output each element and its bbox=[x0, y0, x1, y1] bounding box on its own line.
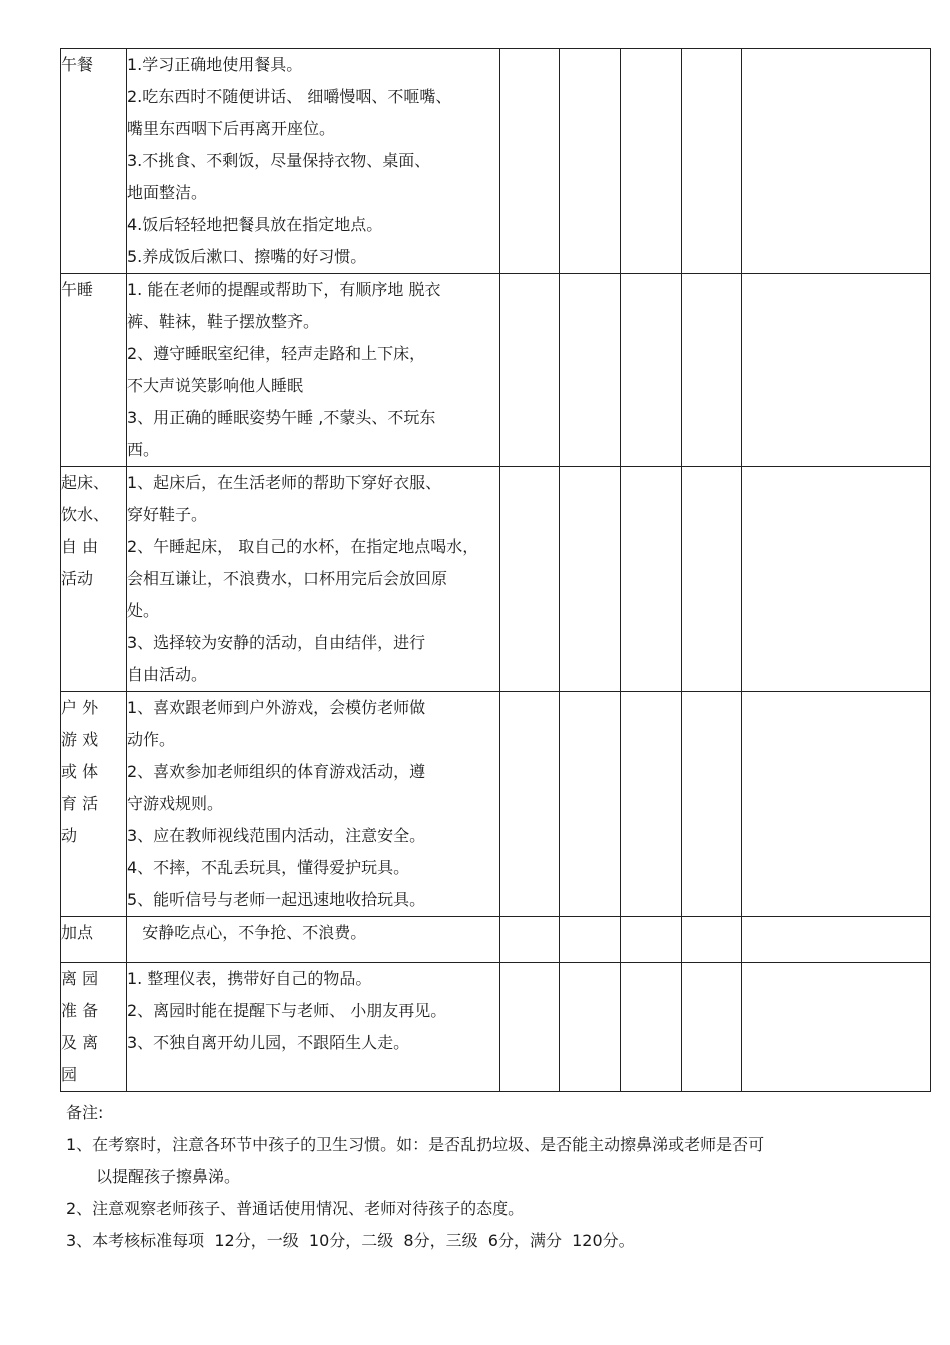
table-row-outdoor bbox=[61, 692, 931, 917]
score-cell[interactable] bbox=[560, 692, 621, 917]
score-cell[interactable] bbox=[621, 692, 682, 917]
category-cell bbox=[61, 467, 127, 692]
remarks-cell[interactable] bbox=[742, 692, 931, 917]
requirement-line: 不大声说笑影响他人睡眠 bbox=[127, 376, 304, 395]
requirement-line: 2.吃东西时不随便讲话、 细嚼慢咽、不咂嘴、 bbox=[127, 87, 452, 106]
remarks-cell[interactable] bbox=[742, 963, 931, 1092]
score-cell[interactable] bbox=[500, 274, 560, 467]
category-cell bbox=[61, 49, 127, 274]
table-row-nap bbox=[61, 274, 931, 467]
requirements-cell bbox=[127, 963, 500, 1092]
score-cell[interactable] bbox=[682, 692, 742, 917]
score-cell[interactable] bbox=[682, 467, 742, 692]
table-body bbox=[61, 49, 931, 1092]
category-cell bbox=[61, 917, 127, 963]
category-label: 园 bbox=[61, 1065, 78, 1084]
evaluation-table bbox=[60, 48, 931, 1092]
category-cell bbox=[61, 274, 127, 467]
requirement-line: 守游戏规则。 bbox=[127, 794, 224, 813]
requirement-line: 5.养成饭后漱口、擦嘴的好习惯。 bbox=[127, 247, 367, 266]
requirements-cell bbox=[127, 274, 500, 467]
remarks-cell[interactable] bbox=[742, 917, 931, 963]
requirements-cell bbox=[127, 467, 500, 692]
category-label: 或 体 bbox=[61, 762, 99, 781]
category-label: 离 园 bbox=[61, 969, 99, 988]
requirement-line: 会相互谦让，不浪费水，口杯用完后会放回原 bbox=[127, 569, 448, 588]
requirement-line: 嘴里东西咽下后再离开座位。 bbox=[127, 119, 336, 138]
score-cell[interactable] bbox=[682, 49, 742, 274]
score-cell[interactable] bbox=[560, 917, 621, 963]
table-row-departure bbox=[61, 963, 931, 1092]
category-label: 饮水、 bbox=[61, 505, 110, 524]
requirement-line: 2、午睡起床， 取自己的水杯，在指定地点喝水， bbox=[127, 537, 479, 556]
score-cell[interactable] bbox=[500, 963, 560, 1092]
remarks-cell[interactable] bbox=[742, 49, 931, 274]
requirement-line: 裤、鞋袜，鞋子摆放整齐。 bbox=[127, 312, 320, 331]
note-item: 2、注意观察老师孩子、普通话使用情况、老师对待孩子的态度。 bbox=[66, 1199, 525, 1218]
score-cell[interactable] bbox=[500, 692, 560, 917]
score-cell[interactable] bbox=[621, 274, 682, 467]
category-label: 加点 bbox=[61, 923, 94, 942]
category-label: 午餐 bbox=[61, 55, 94, 74]
category-label: 动 bbox=[61, 826, 78, 845]
remarks-cell[interactable] bbox=[742, 274, 931, 467]
requirement-line: 4、不摔，不乱丢玩具，懂得爱护玩具。 bbox=[127, 858, 410, 877]
requirement-line: 3.不挑食、不剩饭，尽量保持衣物、桌面、 bbox=[127, 151, 431, 170]
note-item: 1、在考察时，注意各环节中孩子的卫生习惯。如：是否乱扔垃圾、是否能主动擦鼻涕或老师是否可 bbox=[66, 1135, 765, 1154]
category-label: 准 备 bbox=[61, 1001, 99, 1020]
score-cell[interactable] bbox=[560, 49, 621, 274]
requirement-line: 1. 能在老师的提醒或帮助下，有顺序地 脱衣 bbox=[127, 280, 441, 299]
category-label: 及 离 bbox=[61, 1033, 99, 1052]
score-cell[interactable] bbox=[500, 917, 560, 963]
requirement-line: 动作。 bbox=[127, 730, 176, 749]
score-cell[interactable] bbox=[621, 963, 682, 1092]
requirement-line: 地面整洁。 bbox=[127, 183, 208, 202]
requirement-line: 3、用正确的睡眠姿势午睡 ,不蒙头、不玩东 bbox=[127, 408, 436, 427]
note-item-continuation: 以提醒孩子擦鼻涕。 bbox=[96, 1167, 241, 1186]
requirement-line: 西。 bbox=[127, 440, 160, 459]
category-label: 自 由 bbox=[61, 537, 99, 556]
category-label: 起床、 bbox=[61, 473, 110, 492]
requirement-line: 4.饭后轻轻地把餐具放在指定地点。 bbox=[127, 215, 383, 234]
category-cell bbox=[61, 963, 127, 1092]
requirement-line: 2、喜欢参加老师组织的体育游戏活动，遵 bbox=[127, 762, 426, 781]
requirement-line: 1.学习正确地使用餐具。 bbox=[127, 55, 303, 74]
requirements-cell bbox=[127, 49, 500, 274]
requirement-line: 3、选择较为安静的活动，自由结伴，进行 bbox=[127, 633, 426, 652]
requirement-line: 3、应在教师视线范围内活动，注意安全。 bbox=[127, 826, 426, 845]
score-cell[interactable] bbox=[560, 467, 621, 692]
score-cell[interactable] bbox=[682, 274, 742, 467]
notes-title: 备注: bbox=[66, 1103, 104, 1122]
category-label: 户 外 bbox=[61, 698, 99, 717]
score-cell[interactable] bbox=[621, 49, 682, 274]
evaluation-table-container bbox=[60, 48, 930, 1092]
category-cell bbox=[61, 692, 127, 917]
requirements-cell bbox=[127, 917, 500, 963]
requirement-line: 安静吃点心，不争抢、不浪费。 bbox=[127, 923, 367, 942]
table-row-snack bbox=[61, 917, 931, 963]
category-label: 午睡 bbox=[61, 280, 94, 299]
requirement-line: 处。 bbox=[127, 601, 160, 620]
score-cell[interactable] bbox=[621, 467, 682, 692]
requirement-line: 1. 整理仪表，携带好自己的物品。 bbox=[127, 969, 372, 988]
score-cell[interactable] bbox=[500, 467, 560, 692]
score-cell[interactable] bbox=[621, 917, 682, 963]
category-label: 游 戏 bbox=[61, 730, 99, 749]
note-item: 3、本考核标准每项 12分，一级 10分，二级 8分，三级 6分，满分 120分。 bbox=[66, 1231, 635, 1250]
category-label: 活动 bbox=[61, 569, 94, 588]
table-row-lunch bbox=[61, 49, 931, 274]
requirement-line: 2、离园时能在提醒下与老师、 小朋友再见。 bbox=[127, 1001, 447, 1020]
category-label: 育 活 bbox=[61, 794, 99, 813]
requirement-line: 5、能听信号与老师一起迅速地收拾玩具。 bbox=[127, 890, 426, 909]
score-cell[interactable] bbox=[560, 274, 621, 467]
table-row-wakeup bbox=[61, 467, 931, 692]
requirement-line: 2、遵守睡眠室纪律，轻声走路和上下床， bbox=[127, 344, 426, 363]
score-cell[interactable] bbox=[500, 49, 560, 274]
requirement-line: 1、喜欢跟老师到户外游戏，会模仿老师做 bbox=[127, 698, 426, 717]
score-cell[interactable] bbox=[682, 963, 742, 1092]
requirement-line: 自由活动。 bbox=[127, 665, 208, 684]
remarks-cell[interactable] bbox=[742, 467, 931, 692]
requirement-line: 穿好鞋子。 bbox=[127, 505, 208, 524]
requirement-line: 3、不独自离开幼儿园，不跟陌生人走。 bbox=[127, 1033, 410, 1052]
score-cell[interactable] bbox=[560, 963, 621, 1092]
score-cell[interactable] bbox=[682, 917, 742, 963]
notes-section bbox=[66, 1097, 886, 1257]
requirement-line: 1、起床后，在生活老师的帮助下穿好衣服、 bbox=[127, 473, 442, 492]
requirements-cell bbox=[127, 692, 500, 917]
